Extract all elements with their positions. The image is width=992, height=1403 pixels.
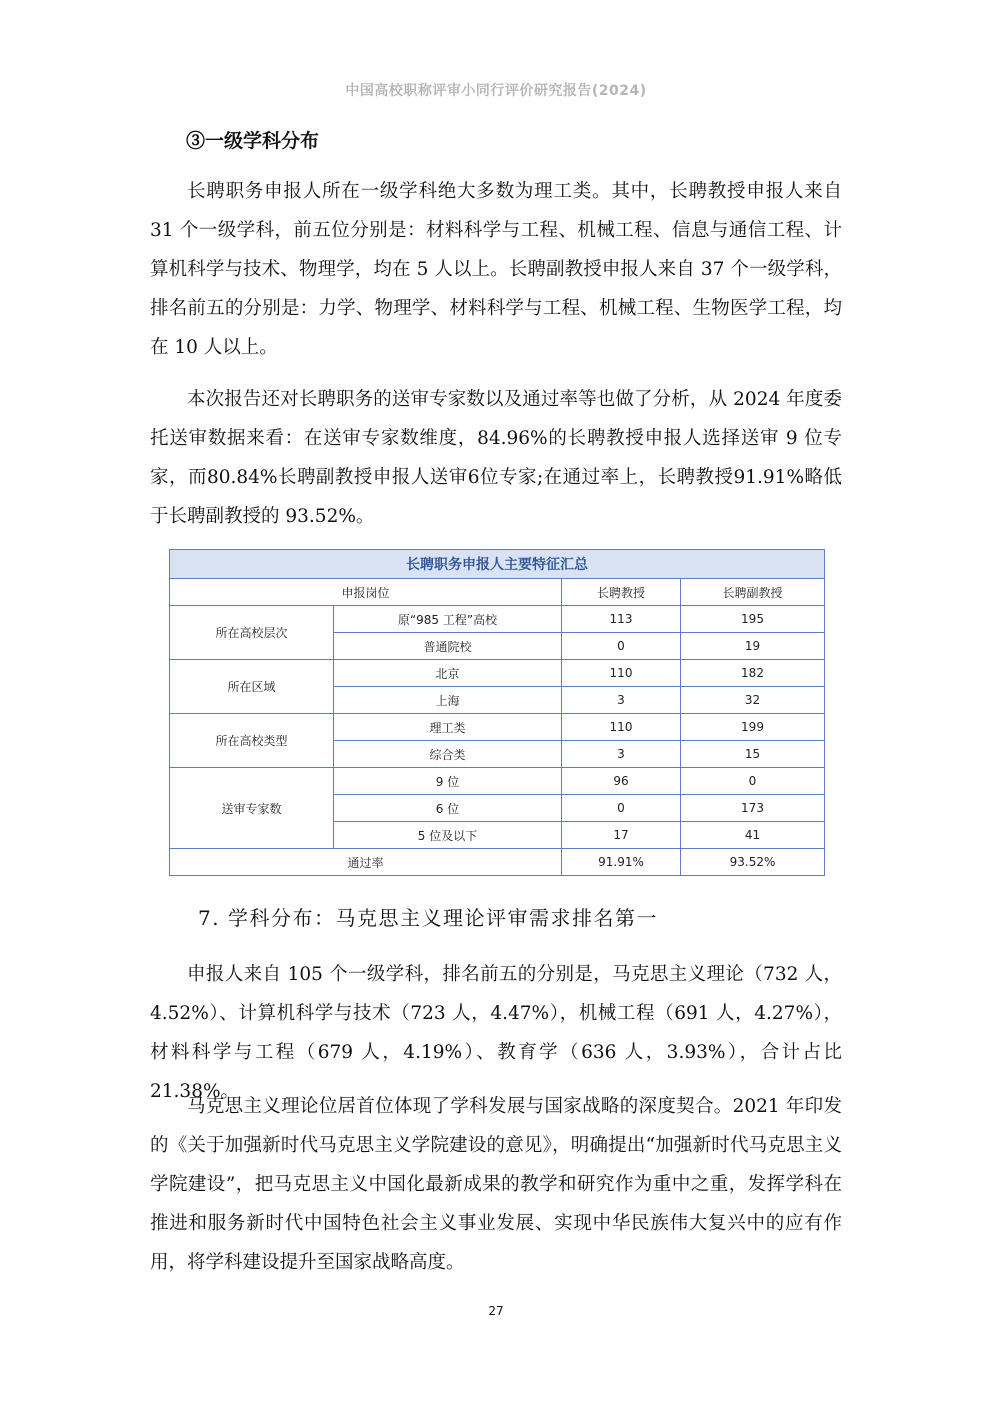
- section-heading: 7. 学科分布：马克思主义理论评审需求排名第一: [198, 906, 658, 930]
- professor-value: 0: [562, 795, 681, 822]
- professor-value: 113: [562, 606, 681, 633]
- table-row: [170, 714, 825, 741]
- professor-value: 110: [562, 714, 681, 741]
- professor-value: 110: [562, 660, 681, 687]
- paragraph-review-analysis: 本次报告还对长聘职务的送审专家数以及通过率等也做了分析，从 2024 年度委托送审数据来看：在送审专家数维度，84.96%的长聘教授申报人选择送审 9 位专家，而80.84%长聘副教授申报人送审6位专家;在通过率上，长聘教授91.91%略低于长聘副教授的 93.52%。: [150, 389, 842, 527]
- pass-rate-label: 通过率: [170, 849, 562, 876]
- professor-value: 17: [562, 822, 681, 849]
- table-row: [170, 606, 825, 633]
- table-row: [170, 768, 825, 795]
- row-item: 6 位: [334, 795, 562, 822]
- row-item: 原“985 工程”高校: [334, 606, 562, 633]
- associate-value: 0: [681, 768, 825, 795]
- table-row-pass-rate: [170, 849, 825, 876]
- subsection-heading: ③一级学科分布: [186, 130, 320, 152]
- table-row: [170, 660, 825, 687]
- row-item: 5 位及以下: [334, 822, 562, 849]
- associate-value: 32: [681, 687, 825, 714]
- paragraph-marxism-strategy: 马克思主义理论位居首位体现了学科发展与国家战略的深度契合。2021 年印发的《关于加强新时代马克思主义学院建设的意见》，明确提出“加强新时代马克思主义学院建设”，把马克思主义中国化最新成果的教学和研究作为重中之重，发挥学科在推进和服务新时代中国特色社会主义事业发展、实现中华民族伟大复兴中的应有作用，将学科建设提升至国家战略高度。: [150, 1096, 842, 1273]
- row-item: 上海: [334, 687, 562, 714]
- header-professor: 长聘教授: [562, 579, 681, 606]
- paragraph-discipline-distribution: 长聘职务申报人所在一级学科绝大多数为理工类。其中，长聘教授申报人来自 31 个一级学科，前五位分别是：材料科学与工程、机械工程、信息与通信工程、计算机科学与技术、物理学，均在 5 人以上。长聘副教授申报人来自 37 个一级学科，排名前五的分别是：力学、物理学、材料科学与工程、机械工程、生物医学工程，均在 10 人以上。: [150, 181, 842, 358]
- row-item: 理工类: [334, 714, 562, 741]
- group-label: 所在高校类型: [170, 714, 334, 768]
- header-position: 申报岗位: [170, 579, 562, 606]
- row-item: 9 位: [334, 768, 562, 795]
- paragraph-top-disciplines: 申报人来自 105 个一级学科，排名前五的分别是，马克思主义理论（732 人，4.52%）、计算机科学与技术（723 人，4.47%），机械工程（691 人，4.27%），材料科学与工程（679 人，4.19%）、教育学（636 人，3.93%），合计占比 21.38%。: [150, 964, 842, 1102]
- associate-value: 19: [681, 633, 825, 660]
- table-title: 长聘职务申报人主要特征汇总: [170, 550, 825, 579]
- table-header-row: [170, 579, 825, 606]
- group-label: 送审专家数: [170, 768, 334, 849]
- associate-value: 195: [681, 606, 825, 633]
- associate-value: 182: [681, 660, 825, 687]
- table-title-row: [170, 550, 825, 579]
- pass-rate-associate: 93.52%: [681, 849, 825, 876]
- running-header: 中国高校职称评审小同行评价研究报告(2024): [345, 83, 647, 99]
- row-item: 普通院校: [334, 633, 562, 660]
- row-item: 综合类: [334, 741, 562, 768]
- header-associate: 长聘副教授: [681, 579, 825, 606]
- page-number: 27: [488, 1304, 504, 1318]
- associate-value: 15: [681, 741, 825, 768]
- professor-value: 96: [562, 768, 681, 795]
- row-item: 北京: [334, 660, 562, 687]
- professor-value: 3: [562, 687, 681, 714]
- pass-rate-professor: 91.91%: [562, 849, 681, 876]
- summary-table: [169, 549, 825, 876]
- group-label: 所在高校层次: [170, 606, 334, 660]
- associate-value: 173: [681, 795, 825, 822]
- associate-value: 199: [681, 714, 825, 741]
- group-label: 所在区域: [170, 660, 334, 714]
- professor-value: 0: [562, 633, 681, 660]
- associate-value: 41: [681, 822, 825, 849]
- professor-value: 3: [562, 741, 681, 768]
